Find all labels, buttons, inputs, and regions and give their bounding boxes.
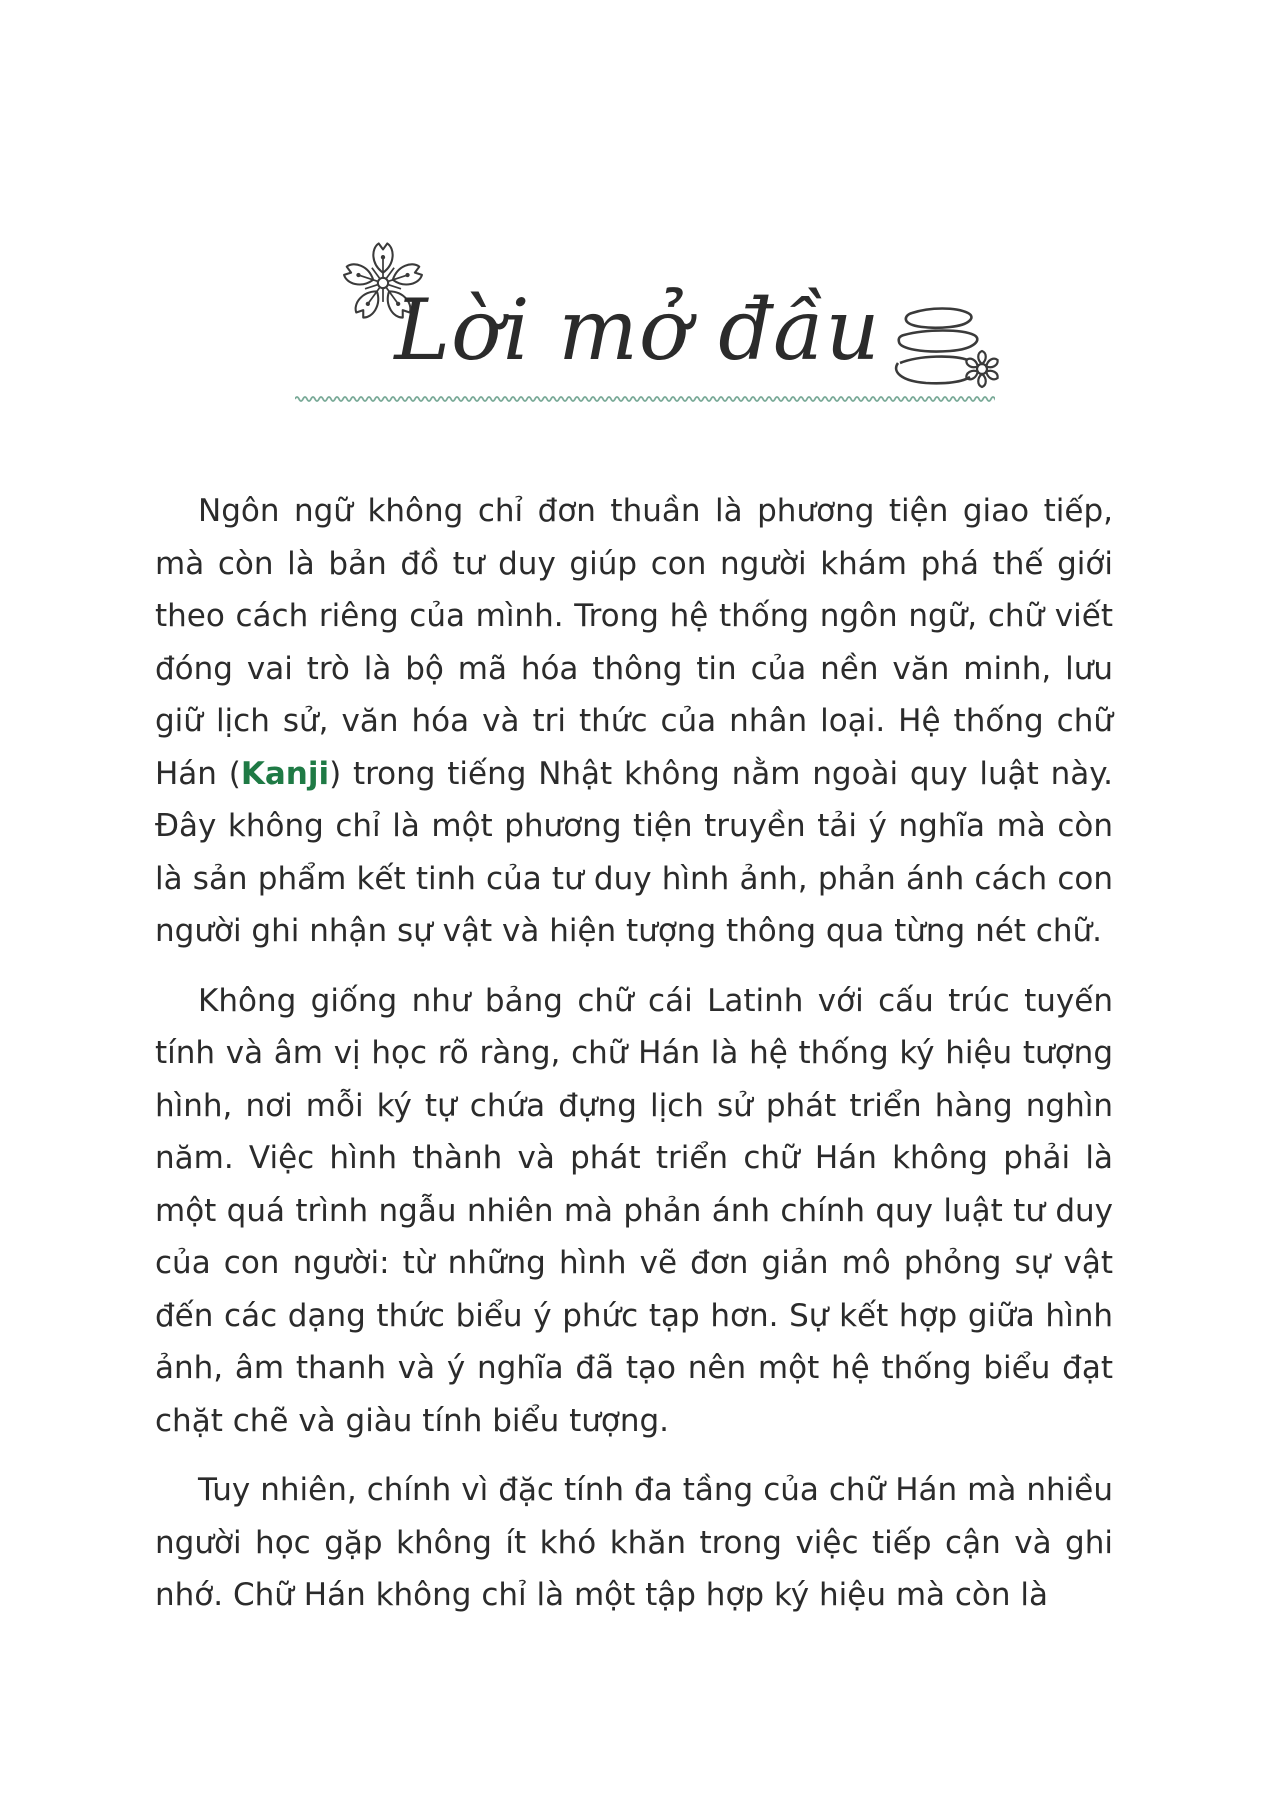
kanji-term: Kanji [240,755,330,792]
paragraph-text: Ngôn ngữ không chỉ đơn thuần là phương tiện giao tiếp, mà còn là bản đồ tư duy giúp con người khám phá thế giới theo cách riêng của mình. Trong hệ thống ngôn ngữ, chữ viết đóng vai trò là bộ mã hóa thông tin của nền văn minh, lưu giữ lịch sử, văn hóa và tri thức của nhân loại. Hệ thống chữ Hán ( [155,493,1113,792]
paragraph [155,485,1113,958]
paragraph-text: ) trong tiếng Nhật không nằm ngoài quy luật này. Đây không chỉ là một phương tiện truyền tải ý nghĩa mà còn là sản phẩm kết tinh của tư duy hình ảnh, phản ánh cách con người ghi nhận sự vật và hiện tượng thông qua từng nét chữ. [155,755,1113,949]
body-text [155,485,1113,1639]
page-title: Lời mở đầu [394,281,881,379]
paragraph: Tuy nhiên, chính vì đặc tính đa tầng của chữ Hán mà nhiều người học gặp không ít khó khăn trong việc tiếp cận và ghi nhớ. Chữ Hán không chỉ là một tập hợp ký hiệu mà còn là [155,1472,1113,1613]
chapter-header [0,0,1275,430]
paragraph: Không giống như bảng chữ cái Latinh với cấu trúc tuyến tính và âm vị học rõ ràng, chữ Hán là hệ thống ký hiệu tượng hình, nơi mỗi ký tự chứa đựng lịch sử phát triển hàng nghìn năm. Việc hình thành và phát triển chữ Hán không phải là một quá trình ngẫu nhiên mà phản ánh chính quy luật tư duy của con người: từ những hình vẽ đơn giản mô phỏng sự vật đến các dạng thức biểu ý phức tạp hơn. Sự kết hợp giữa hình ảnh, âm thanh và ý nghĩa đã tạo nên một hệ thống biểu đạt chặt chẽ và giàu tính biểu tượng. [155,982,1113,1439]
decorative-wave-divider [295,392,995,406]
zen-stones-icon [890,305,1000,405]
